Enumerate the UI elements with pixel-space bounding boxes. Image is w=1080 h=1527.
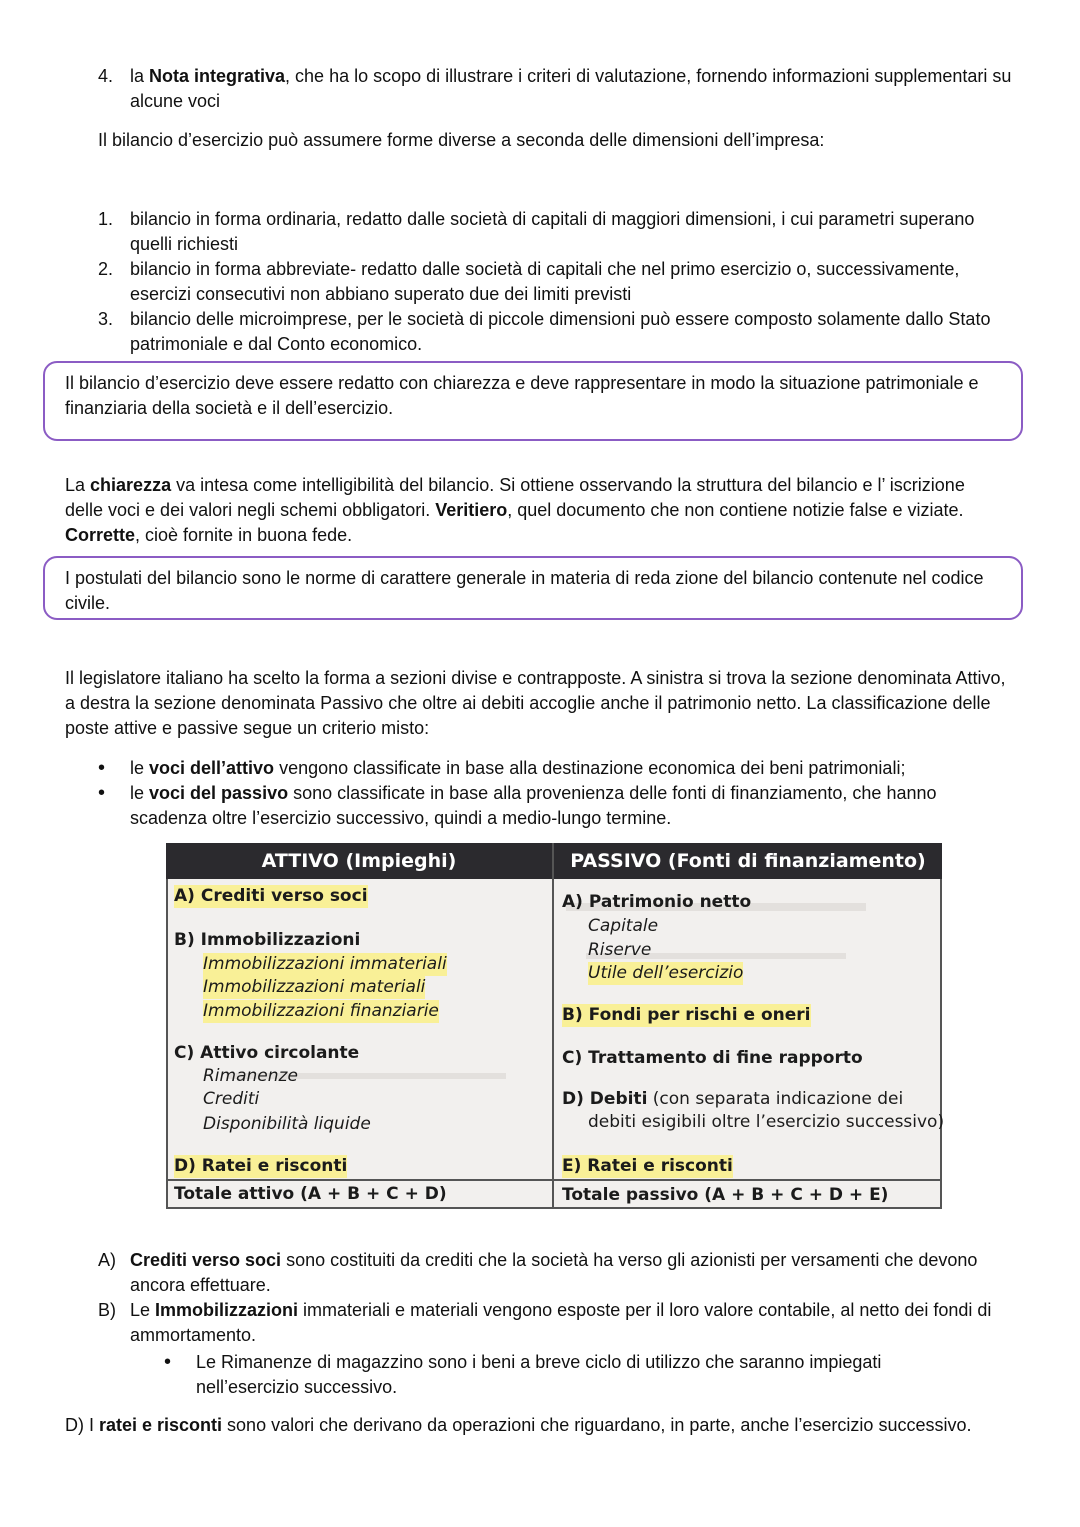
list-item bbox=[98, 64, 1018, 114]
attivo-c2: Crediti bbox=[203, 1089, 260, 1109]
text: sono costituiti da crediti che la società ha verso gli azionisti per versamenti che devono ancora effettuare. bbox=[130, 1250, 978, 1295]
bullet-icon: • bbox=[164, 1351, 172, 1373]
list-item bbox=[98, 207, 1018, 257]
list-item bbox=[98, 307, 1018, 357]
balance-sheet-table bbox=[166, 843, 945, 1209]
text: sono valori che derivano da operazioni che riguardano, in parte, anche l’esercizio successivo. bbox=[222, 1415, 972, 1435]
legislator-paragraph: Il legislatore italiano ha scelto la forma a sezioni divise e contrapposte. A sinistra si trova la sezione denominata Attivo, a destra la sezione denominata Passivo che oltre ai debiti accoglie anche il patrimonio netto. La classificazione delle poste attive e passive segue un criterio misto: bbox=[65, 668, 1006, 738]
list-number: 4. bbox=[98, 66, 114, 86]
passivo-a2: Riserve bbox=[588, 940, 652, 960]
passivo-a3: Utile dell’esercizio bbox=[588, 963, 744, 983]
text: Le bbox=[130, 1300, 156, 1320]
list-text: bilancio in forma ordinaria, redatto dalle società di capitali di maggiori dimensioni, i cui parametri superano quelli richiesti bbox=[130, 209, 975, 254]
bold-term: chiarezza bbox=[90, 475, 172, 495]
column-divider bbox=[552, 843, 554, 1209]
passivo-d-line2: debiti esigibili oltre l’esercizio successivo) bbox=[588, 1112, 945, 1132]
passivo-c: C) Trattamento di fine rapporto bbox=[562, 1048, 863, 1068]
notes-list bbox=[98, 1248, 1018, 1348]
list-item bbox=[98, 257, 1018, 307]
table-border bbox=[166, 1207, 942, 1209]
bold-term: Corrette bbox=[65, 525, 136, 545]
list-number: 3. bbox=[98, 309, 114, 329]
passivo-d-label: D) Debiti bbox=[562, 1089, 648, 1109]
bullet-icon: • bbox=[98, 757, 106, 779]
list-item bbox=[98, 1298, 1018, 1348]
list-text: la bbox=[130, 66, 150, 86]
bullet-list bbox=[98, 756, 998, 831]
forms-list bbox=[98, 207, 1018, 357]
text: le bbox=[130, 783, 150, 803]
passivo-header: PASSIVO (Fonti di finanziamento) bbox=[554, 843, 942, 879]
table-border bbox=[940, 879, 942, 1209]
list-text: , che ha lo scopo di illustrare i criteri di valutazione, fornendo informazioni supplementari su alcune voci bbox=[130, 66, 1012, 111]
list-item bbox=[164, 1350, 984, 1400]
text: va intesa come intelligibilità del bilancio. Si ottiene osservando la struttura del bilancio e l’ iscrizione delle voci e dei valori negli schemi obbligatori. bbox=[65, 475, 965, 520]
attivo-b2: Immobilizzazioni materiali bbox=[203, 977, 426, 997]
passivo-a: A) Patrimonio netto bbox=[562, 892, 752, 912]
list-item bbox=[98, 1248, 1018, 1298]
total-divider bbox=[166, 1179, 942, 1181]
text: Le Rimanenze di magazzino sono i beni a breve ciclo di utilizzo che saranno impiegati nell’esercizio successivo. bbox=[196, 1352, 882, 1397]
list-number: 2. bbox=[98, 259, 114, 279]
attivo-c: C) Attivo circolante bbox=[174, 1043, 360, 1063]
attivo-b1: Immobilizzazioni immateriali bbox=[203, 954, 447, 974]
passivo-total: Totale passivo (A + B + C + D + E) bbox=[562, 1185, 889, 1205]
text: , cioè fornite in buona fede. bbox=[135, 525, 353, 545]
highlight-box-postulates bbox=[43, 556, 1023, 620]
list-number: A) bbox=[98, 1250, 116, 1270]
list-number: B) bbox=[98, 1300, 116, 1320]
clarity-paragraph bbox=[65, 473, 1000, 548]
attivo-c1: Rimanenze bbox=[203, 1066, 298, 1086]
forms-intro: Il bilancio d’esercizio può assumere forme diverse a seconda delle dimensioni dell’impresa: bbox=[98, 130, 825, 150]
attivo-d: D) Ratei e risconti bbox=[174, 1156, 348, 1176]
passivo-d-note: (con separata indicazione dei bbox=[647, 1089, 904, 1109]
text: , quel documento che non contiene notizie false e viziate. bbox=[507, 500, 964, 520]
final-paragraph bbox=[65, 1413, 990, 1438]
bold-term: Crediti verso soci bbox=[130, 1250, 282, 1270]
text: La bbox=[65, 475, 91, 495]
passivo-b: B) Fondi per rischi e oneri bbox=[562, 1005, 811, 1025]
passivo-a1: Capitale bbox=[588, 916, 659, 936]
attivo-header: ATTIVO (Impieghi) bbox=[166, 843, 552, 879]
bold-term: voci dell’attivo bbox=[149, 758, 275, 778]
sub-bullet-list bbox=[164, 1350, 984, 1400]
text: sono classificate in base alla provenienza delle fonti di finanziamento, che hanno scadenza oltre l’esercizio successivo, quindi a medio-lungo termine. bbox=[130, 783, 937, 828]
text: vengono classificate in base alla destinazione economica dei beni patrimoniali; bbox=[274, 758, 906, 778]
bold-term: ratei e risconti bbox=[99, 1415, 223, 1435]
list-number: 1. bbox=[98, 209, 114, 229]
list-text: bilancio in forma abbreviate- redatto dalle società di capitali che nel primo esercizio o, successivamente, esercizi consecutivi non abbiano superato due dei limiti previsti bbox=[130, 259, 960, 304]
attivo-a: A) Crediti verso soci bbox=[174, 886, 368, 906]
box-text: I postulati del bilancio sono le norme di carattere generale in materia di reda zione del bilancio contenute nel codice civile. bbox=[65, 568, 984, 613]
passivo-e: E) Ratei e risconti bbox=[562, 1156, 733, 1176]
bold-term: Veritiero bbox=[435, 500, 508, 520]
text: immateriali e materiali vengono esposte per il loro valore contabile, al netto dei fondi di ammortamento. bbox=[130, 1300, 992, 1345]
list-text: bilancio delle microimprese, per le società di piccole dimensioni può essere composto solamente dallo Stato patrimoniale e dal Conto economico. bbox=[130, 309, 991, 354]
box-text: Il bilancio d’esercizio deve essere redatto con chiarezza e deve rappresentare in modo la situazione patrimoniale e finanziaria della società e il dell’esercizio. bbox=[65, 373, 979, 418]
intro-list bbox=[98, 64, 1018, 114]
attivo-total: Totale attivo (A + B + C + D) bbox=[174, 1184, 447, 1204]
attivo-c3: Disponibilità liquide bbox=[203, 1114, 371, 1134]
table-border bbox=[166, 879, 168, 1209]
text: D) I bbox=[65, 1415, 99, 1435]
list-item bbox=[98, 781, 998, 831]
bold-term: Immobilizzazioni bbox=[155, 1300, 299, 1320]
passivo-d bbox=[562, 1088, 903, 1111]
attivo-b: B) Immobilizzazioni bbox=[174, 930, 361, 950]
list-bold: Nota integrativa bbox=[149, 66, 286, 86]
attivo-b3: Immobilizzazioni finanziarie bbox=[203, 1001, 439, 1021]
bullet-icon: • bbox=[98, 782, 106, 804]
highlight-box-clarity bbox=[43, 361, 1023, 441]
bold-term: voci del passivo bbox=[149, 783, 289, 803]
list-item bbox=[98, 756, 998, 781]
text: le bbox=[130, 758, 150, 778]
